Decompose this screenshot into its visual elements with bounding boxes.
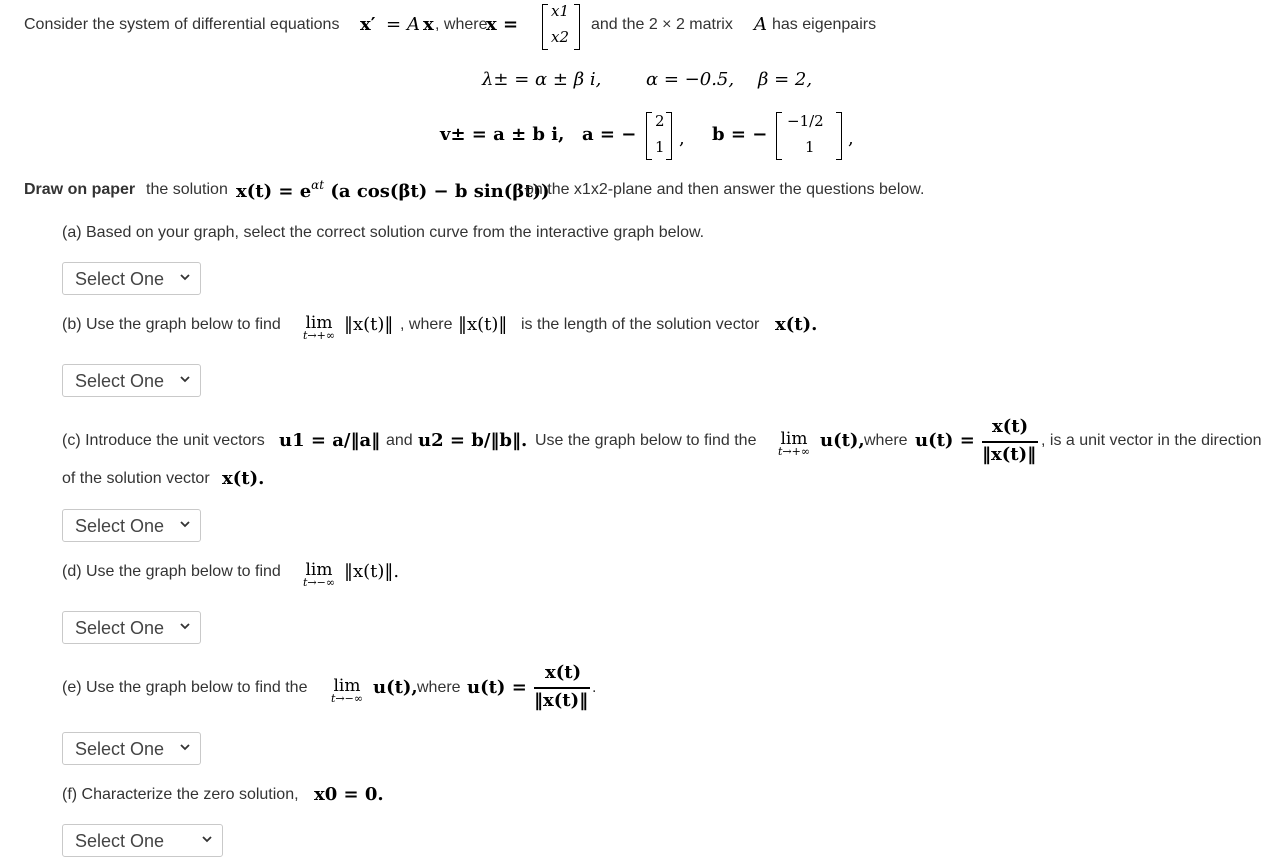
x0-eq: x0 = 0. [314, 784, 384, 805]
select-a-label: Select One [75, 269, 165, 289]
b-where: , where [400, 316, 453, 333]
limit-d: lim t→−∞ [302, 560, 336, 589]
c-line2: of the solution vector [62, 470, 210, 487]
comma-b: , [848, 128, 854, 149]
chevron-down-icon [178, 517, 192, 531]
draw-text-2: on the x1x2-plane and then answer the questions below. [525, 181, 925, 198]
frac-num-c: x(t) [992, 416, 1029, 437]
a-bracket-right [666, 112, 672, 160]
question-e-pre: (e) Use the graph below to find the [62, 679, 308, 696]
b-label: b = − [712, 124, 768, 145]
frac-den-c: ‖x(t)‖ [982, 444, 1037, 465]
question-a: (a) Based on your graph, select the correct solution curve from the interactive graph below. [62, 224, 705, 241]
c-post: , is a unit vector in the direction [1041, 432, 1262, 449]
select-c-label: Select One [75, 516, 165, 536]
c-where: where [864, 432, 908, 449]
matrix-a: A [754, 14, 767, 35]
draw-text: the solution [146, 181, 228, 198]
lambda-eq: λ± = α ± β i, [482, 69, 602, 90]
eq-equals: = [386, 14, 402, 35]
limit-c: lim t→+∞ [777, 429, 811, 458]
x-bracket-left [542, 4, 548, 50]
alpha-eq: α = −0.5, [646, 69, 735, 90]
and-matrix-text: and the 2 × 2 matrix [591, 16, 733, 33]
norm-d: ‖x(t)‖. [344, 561, 400, 582]
c-and: and [386, 432, 413, 449]
e-post: . [592, 679, 597, 696]
eq-a: A [407, 14, 420, 35]
has-eigenpairs-text: has eigenpairs [772, 16, 877, 33]
select-c[interactable] [62, 509, 201, 542]
question-b-pre: (b) Use the graph below to find [62, 316, 281, 333]
b-length-text: is the length of the solution vector [521, 316, 760, 333]
select-e[interactable] [62, 732, 201, 765]
chevron-down-icon [178, 372, 192, 386]
draw-bold: Draw on paper [24, 181, 136, 198]
x1-entry: x1 [551, 2, 570, 20]
ut-def-e: u(t) = [467, 677, 527, 698]
u2-def: u2 = b/‖b‖. [418, 430, 528, 451]
frac-den-e: ‖x(t)‖ [534, 690, 589, 711]
xt-c: x(t). [222, 468, 265, 489]
b-bracket-right [836, 112, 842, 160]
question-f-pre: (f) Characterize the zero solution, [62, 786, 299, 803]
select-b-label: Select One [75, 371, 165, 391]
frac-num-e: x(t) [545, 662, 582, 683]
select-d-label: Select One [75, 618, 165, 638]
select-e-label: Select One [75, 739, 165, 759]
intro-text: Consider the system of differential equations [24, 16, 340, 33]
x2-entry: x2 [551, 28, 570, 46]
u1-def: u1 = a/‖a‖ [279, 430, 381, 451]
chevron-down-icon [200, 832, 214, 846]
b-vec-bottom: 1 [805, 138, 815, 156]
eq-lhs: x′ [360, 14, 376, 35]
a-bracket-left [646, 112, 652, 160]
frac-line-c [982, 441, 1038, 443]
select-a[interactable] [62, 262, 201, 295]
a-vec-bottom: 1 [655, 138, 665, 156]
x-bracket-right [574, 4, 580, 50]
chevron-down-icon [178, 619, 192, 633]
ut-e: u(t), [373, 677, 418, 698]
comma-a: , [679, 128, 685, 149]
chevron-down-icon [178, 270, 192, 284]
question-c-pre: (c) Introduce the unit vectors [62, 432, 265, 449]
question-d-pre: (d) Use the graph below to find [62, 563, 281, 580]
norm-b-2: ‖x(t)‖ [458, 314, 508, 335]
a-label: a = − [582, 124, 637, 145]
where-text: , where [435, 16, 488, 33]
norm-b: ‖x(t)‖ [344, 314, 394, 335]
ut-def-c: u(t) = [915, 430, 975, 451]
xt-b: x(t). [775, 314, 818, 335]
select-b[interactable] [62, 364, 201, 397]
chevron-down-icon [178, 740, 192, 754]
v-eq: v± = a ± b i, [440, 124, 565, 145]
limit-e: lim t→−∞ [330, 676, 364, 705]
x-def: x = [486, 14, 519, 35]
formula: $x(t) = e^{\alpha t}$ (a cos(βt) − b sin(βt)) [236, 178, 550, 202]
limit-b: lim t→+∞ [302, 313, 336, 342]
ut-c: u(t), [820, 430, 865, 451]
b-vec-top: −1/2 [787, 112, 824, 130]
a-vec-top: 2 [655, 112, 665, 130]
select-f[interactable] [62, 824, 223, 857]
e-where: where [417, 679, 461, 696]
select-f-label: Select One [75, 831, 165, 851]
frac-line-e [534, 687, 590, 689]
beta-eq: β = 2, [758, 69, 813, 90]
b-bracket-left [776, 112, 782, 160]
c-mid: Use the graph below to find the [535, 432, 757, 449]
eq-x: x [423, 14, 434, 35]
select-d[interactable] [62, 611, 201, 644]
